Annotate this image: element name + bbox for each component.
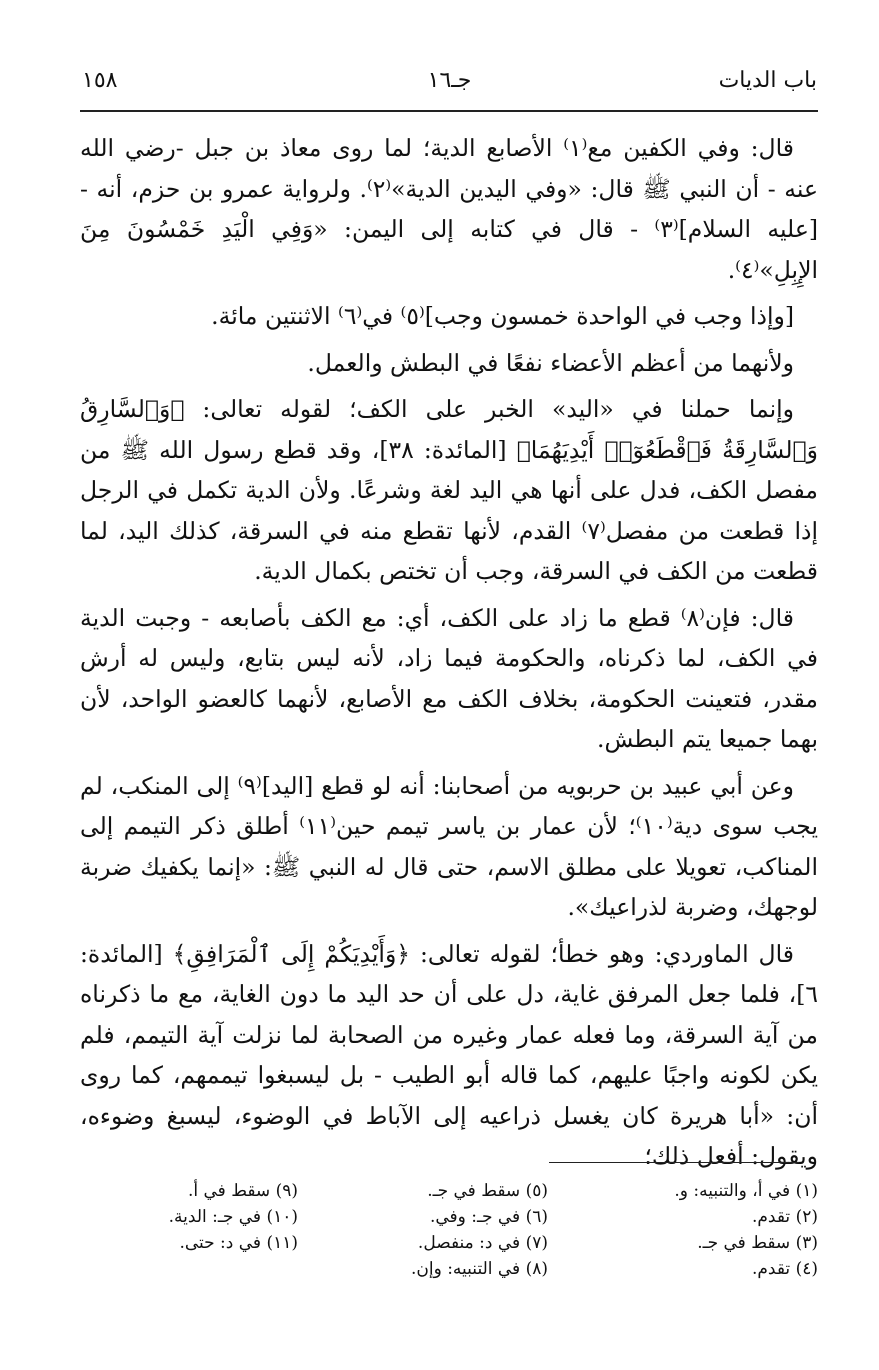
footnote: (٨) في التنبيه: وإن. (410, 1259, 548, 1279)
footnote-divider (549, 1162, 799, 1163)
footnote: (٢) تقدم. (751, 1207, 818, 1227)
paragraph: قال: وفي الكفين مع⁽١⁾ الأصابع الدية؛ لما روى معاذ بن جبل -رضي الله عنه - أن النبي ﷺ قال: «وفي اليدين الدية»⁽٢⁾. ولرواية عمرو بن حزم، أنه - [عليه السلام]⁽٣⁾ - قال في كتابه إلى اليمن: «وَفِي الْيَدِ خَمْسُونَ مِنَ الإِبِلِ»⁽٤⁾. (80, 134, 819, 284)
volume-number: جـ١٦ (427, 68, 472, 93)
paragraph: ولأنهما من أعظم الأعضاء نفعًا في البطش والعمل. (307, 348, 794, 377)
page-header (82, 68, 817, 108)
paragraph: [وإذا وجب في الواحدة خمسون وجب]⁽٥⁾ في⁽٦⁾ الاثنتين مائة. (211, 302, 794, 330)
footnote-column-1 (573, 1178, 818, 1282)
footnote: (٩) سقط في أ. (187, 1181, 298, 1201)
footnote: (٧) في د: منفصل. (417, 1233, 548, 1253)
page-number: ١٥٨ (82, 68, 118, 93)
main-text (80, 128, 818, 1183)
paragraph: وعن أبي عبيد بن حربويه من أصحابنا: أنه لو قطع [اليد]⁽٩⁾ إلى المنكب، لم يجب سوى دية⁽١٠⁾؛ لأن عمار بن ياسر تيمم حين⁽١١⁾ أطلق ذكر التيمم إلى المناكب، تعويلا على مطلق الاسم، حتى قال له النبي ﷺ: «إنما يكفيك ضربة لوجهك، وضربة لذراعيك». (80, 771, 819, 921)
footnote: (٥) سقط في جـ. (427, 1181, 548, 1201)
chapter-title: باب الديات (718, 68, 817, 93)
footnote: (١١) في د: حتى. (179, 1233, 298, 1253)
header-rule (80, 110, 818, 112)
footnote: (١٠) في جـ: الدية. (168, 1207, 298, 1227)
footnote-column-3 (53, 1178, 298, 1256)
paragraph: قال: فإن⁽٨⁾ قطع ما زاد على الكف، أي: مع الكف بأصابعه - وجبت الدية في الكف، لما ذكرناه، والحكومة فيما زاد، لأنه ليس بتابع، وليس له أرش مقدر، فتعينت الحكومة، بخلاف الكف مع الأصابع، لأنهما كالعضو الواحد، لأن بهما جميعا يتم البطش. (80, 603, 818, 753)
footnote: (٦) في جـ: وفي. (429, 1207, 548, 1227)
footnote: (٣) سقط في جـ. (697, 1233, 818, 1253)
footnote: (١) في أ، والتنبيه: و. (674, 1181, 818, 1201)
footnotes (80, 1178, 818, 1318)
footnote-column-2 (303, 1178, 548, 1282)
paragraph: قال الماوردي: وهو خطأ؛ لقوله تعالى: ﴿وَأَيْدِيَكُمْ إِلَى ٱلْمَرَافِقِ﴾ [المائدة: ٦]، فلما جعل المرفق غاية، دل على أن حد اليد ما دون الغاية، مع ما ذكرناه من آية السرقة، وما فعله عمار وغيره من الصحابة لما نزلت آية التيمم، فلم يكن لكونه واجبًا عليهم، كما قاله أبو الطيب - بل ليسبغوا تيممهم، كما روى أن: «أبا هريرة كان يغسل ذراعيه إلى الآباط في الوضوء، ليسبغ وضوءه، ويقول: أفعل ذلك؛ (80, 939, 818, 1170)
paragraph: وإنما حملنا في «اليد» الخبر على الكف؛ لقوله تعالى: ﴿وَٱلسَّارِقُ وَٱلسَّارِقَةُ فَٱقْطَعُوٓا۟ أَيْدِيَهُمَا﴾ [المائدة: ٣٨]، وقد قطع رسول الله ﷺ من مفصل الكف، فدل على أنها هي اليد لغة وشرعًا. ولأن الدية تكمل في الرجل إذا قطعت من مفصل⁽٧⁾ القدم، لأنها تقطع منه في السرقة، كذلك اليد، لما قطعت من الكف في السرقة، وجب أن تختص بكمال الدية. (80, 395, 818, 585)
footnote: (٤) تقدم. (751, 1259, 818, 1279)
